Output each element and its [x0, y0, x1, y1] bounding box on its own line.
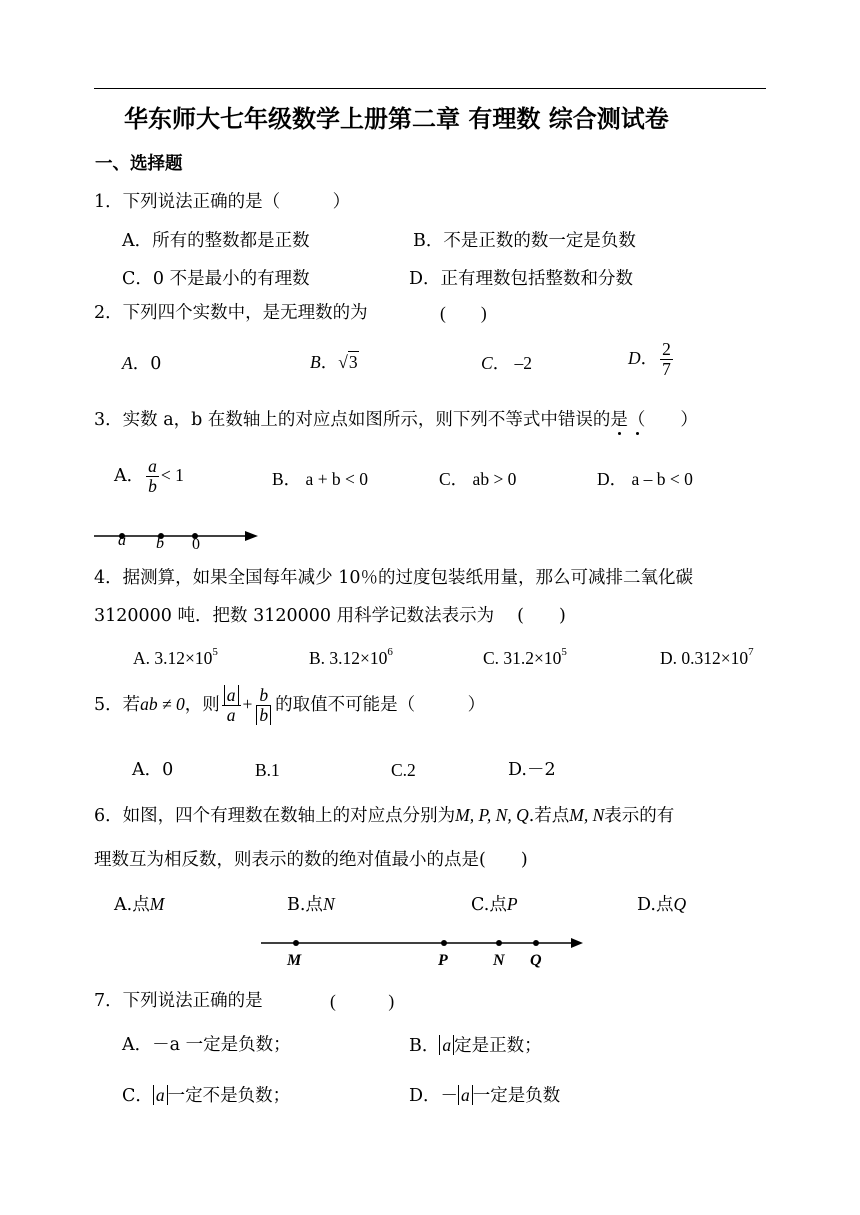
axis-label-q: Q — [530, 952, 542, 969]
fraction-abs-a-over-a: $\frac{a}{a}$ — [222, 686, 241, 725]
axis-label-b: b — [156, 535, 164, 552]
point-n — [496, 940, 502, 946]
question-3: 3．实数 a，b 在数轴上的对应点如图所示，则下列不等式中错误的是（ ） — [94, 410, 698, 430]
q6-option-c: C.点P — [471, 894, 518, 915]
q6-option-a: A.点M — [114, 894, 165, 915]
q2-option-b: B．√3 — [310, 352, 358, 373]
q2-option-d: D． $\frac{2}{7}$ — [628, 339, 671, 379]
question-6-line1: 6．如图，四个有理数在数轴上的对应点分别为M, P, N, Q.若点M, N表示的有 — [94, 805, 675, 826]
axis-label-m: M — [287, 952, 302, 969]
point-m — [293, 940, 299, 946]
emphasis-dot — [636, 432, 639, 435]
q3-option-a: A． $\frac{a}{b}$ < 1 — [114, 456, 184, 496]
q3-option-c: C． ab > 0 — [439, 469, 517, 489]
axis-label-p: P — [438, 952, 448, 969]
number-line-q3 — [90, 524, 270, 554]
section-heading: 一、选择题 — [95, 154, 183, 174]
q2-option-c: C． –2 — [481, 353, 533, 373]
q5-option-a: A．0 — [132, 760, 174, 780]
emphasis-dot — [618, 432, 621, 435]
question-4-line2: 3120000 吨．把数 3120000 用科学记数法表示为 ( ) — [94, 606, 566, 626]
question-1: 1．下列说法正确的是（ ） — [94, 192, 351, 212]
question-4-line1: 4．据测算，如果全国每年减少 10％的过度包装纸用量，那么可减排二氧化碳 — [94, 568, 693, 588]
q2-option-a: A．0 — [122, 353, 162, 374]
q6-option-d: D.点Q — [637, 894, 687, 915]
q7-option-b: B． a 定是正数； — [409, 1035, 542, 1056]
arrow-head — [571, 938, 583, 948]
q4-option-b: B. $3.12\times 10^6$ — [309, 646, 393, 668]
point-p — [441, 940, 447, 946]
question-7: 7．下列说法正确的是 — [94, 991, 263, 1011]
arrow-head — [245, 531, 258, 541]
q1-option-c: C．0 不是最小的有理数 — [122, 269, 310, 289]
q5-option-b: B.1 — [255, 760, 280, 780]
q3-option-d: D． a – b < 0 — [597, 469, 693, 489]
q1-option-d: D．正有理数包括整数和分数 — [409, 269, 634, 289]
q5-option-d: D.－2 — [508, 760, 556, 780]
q7-option-d: D．－ a 一定是负数 — [409, 1085, 561, 1106]
q5-option-c: C.2 — [391, 760, 416, 780]
q7-option-c: C． a 一定不是负数； — [122, 1085, 291, 1106]
fraction: $\frac{a}{b}$ — [148, 456, 157, 496]
q3-option-b: B． a + b < 0 — [272, 469, 369, 489]
q4-option-a: A. $3.12\times 10^5$ — [133, 646, 218, 668]
q2-paren: ( ) — [440, 303, 487, 323]
q4-option-c: C. $31.2\times 10^5$ — [483, 646, 567, 668]
question-6-line2: 理数互为相反数，则表示的数的绝对值最小的点是( ) — [94, 850, 528, 870]
point-q — [533, 940, 539, 946]
fraction-b-over-abs-b: $\frac{b}{b}$ — [254, 686, 273, 725]
q1-option-a: A．所有的整数都是正数 — [122, 231, 310, 251]
axis-label-0: 0 — [192, 536, 200, 553]
axis-label-a: a — [118, 532, 126, 549]
question-5: 5．若ab ≠ 0，则 $\frac{a}{a}$ + $\frac{b}{b}$ 的取值不可能是（ ） — [94, 685, 486, 725]
q1-option-b: B．不是正数的数一定是负数 — [413, 231, 636, 251]
fraction: $\frac{2}{7}$ — [662, 339, 671, 379]
q6-option-b: B.点N — [287, 894, 335, 915]
sqrt-symbol: √3 — [338, 352, 358, 372]
page-title: 华东师大七年级数学上册第二章 有理数 综合测试卷 — [124, 104, 669, 133]
question-2: 2．下列四个实数中，是无理数的为 — [94, 303, 368, 323]
axis-label-n: N — [493, 952, 505, 969]
q4-option-d: D. $0.312\times 10^7$ — [660, 646, 754, 668]
header-rule — [94, 88, 766, 89]
q7-paren: ( ) — [330, 991, 395, 1011]
q7-option-a: A．－a 一定是负数； — [122, 1035, 291, 1055]
